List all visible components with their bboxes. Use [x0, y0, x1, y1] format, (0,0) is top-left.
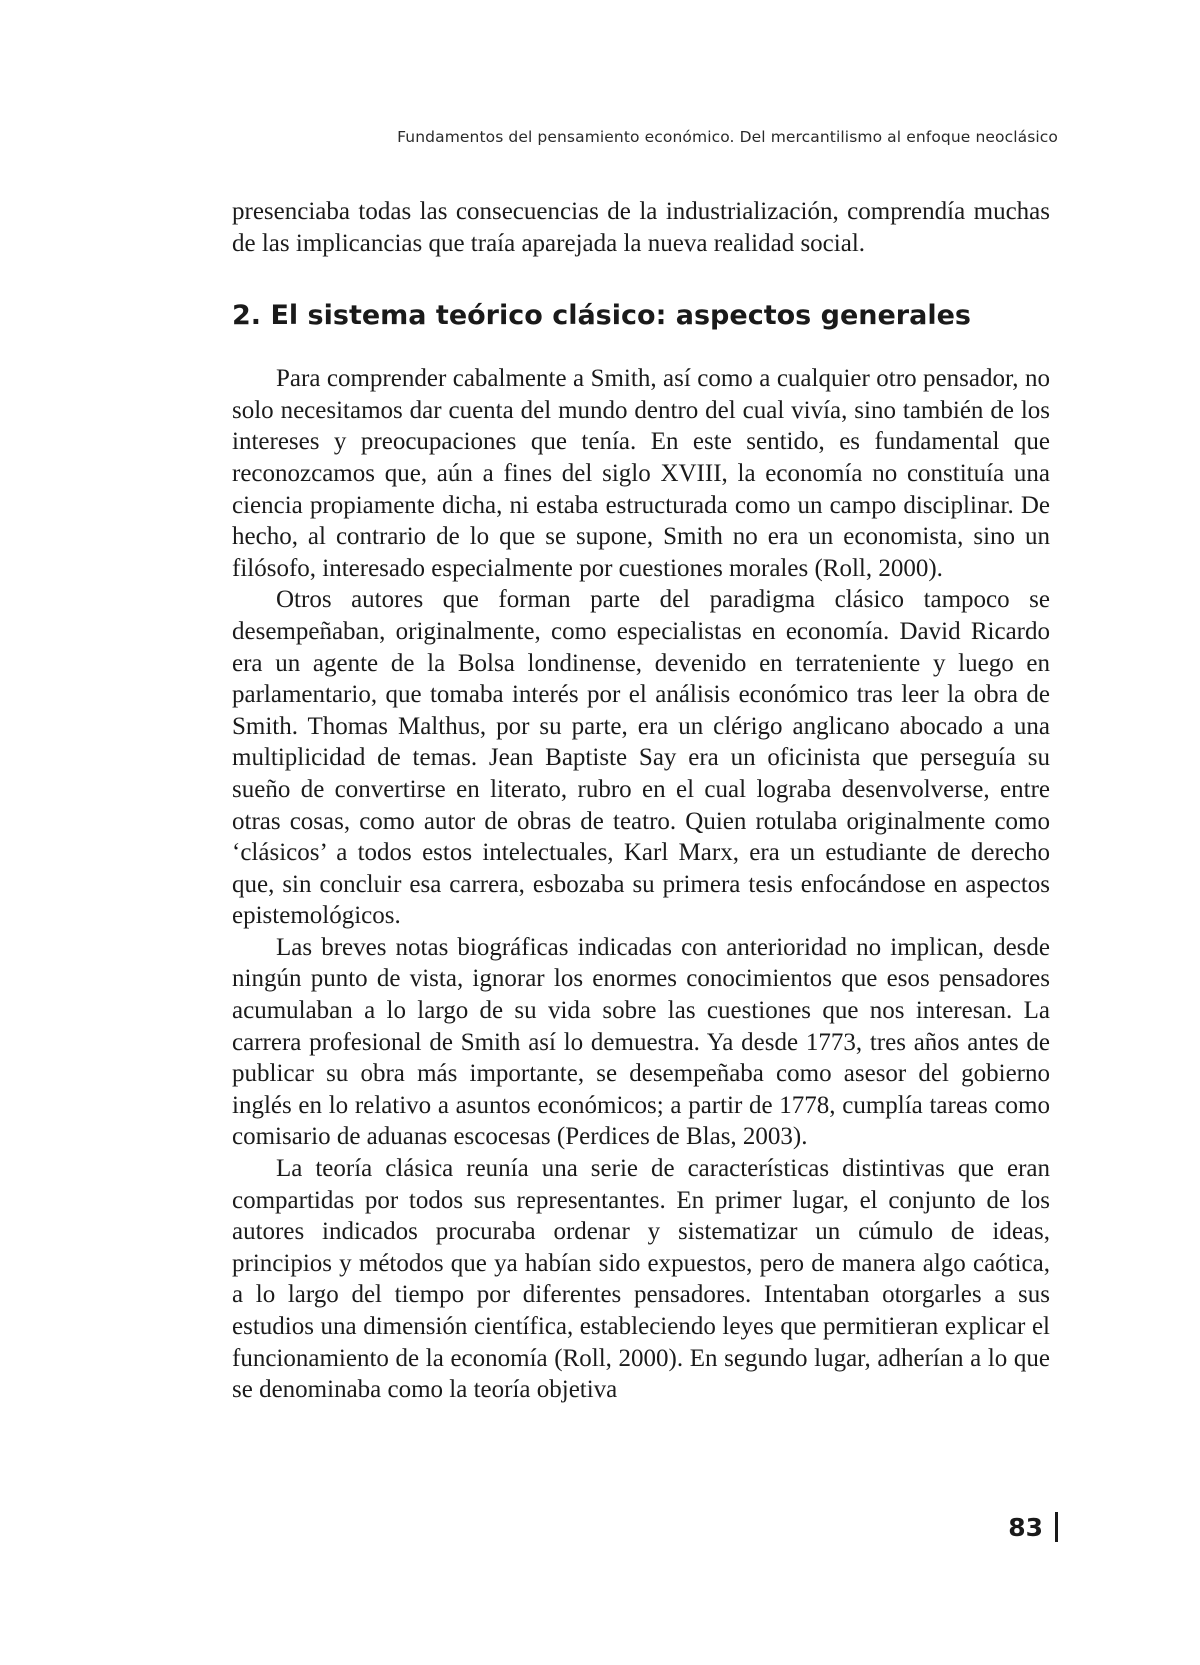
page-body	[232, 196, 1050, 1406]
section-heading: 2. El sistema teórico clásico: aspectos generales	[232, 300, 971, 332]
intro-paragraph: presenciaba todas las consecuencias de la industrialización, comprendía muchas de las implicancias que traía aparejada la nueva realidad social.	[232, 198, 1050, 257]
body-paragraph-2: Otros autores que forman parte del paradigma clásico tampoco se desempeñaban, originalmente, como especialistas en economía. David Ricardo era un agente de la Bolsa londinense, devenido en terrateniente y luego en parlamentario, que tomaba interés por el análisis económico tras leer la obra de Smith. Thomas Malthus, por su parte, era un clérigo anglicano abocado a una multiplicidad de temas. Jean Baptiste Say era un oficinista que perseguía su sueño de convertirse en literato, rubro en el cual lograba desenvolverse, entre otras cosas, como autor de obras de teatro. Quien rotulaba originalmente como ‘clásicos’ a todos estos intelectuales, Karl Marx, era un estudiante de derecho que, sin concluir esa carrera, esbozaba su primera tesis enfocándose en aspectos epistemológicos.	[232, 586, 1050, 930]
page-number: 83	[1008, 1512, 1043, 1542]
page-number-rule	[1055, 1512, 1058, 1542]
body-paragraph-1: Para comprender cabalmente a Smith, así como a cualquier otro pensador, no solo necesitamos dar cuenta del mundo dentro del cual vivía, sino también de los intereses y preocupaciones que tenía. En este sentido, es fundamental que reconozcamos que, aún a fines del siglo XVIII, la economía no constituía una ciencia propiamente dicha, ni estaba estructurada como un campo disciplinar. De hecho, al contrario de lo que se supone, Smith no era un economista, sino un filósofo, interesado especialmente por cuestiones morales (Roll, 2000).	[232, 365, 1050, 582]
running-header: Fundamentos del pensamiento económico. Del mercantilismo al enfoque neoclásico	[397, 128, 1058, 146]
body-paragraph-3: Las breves notas biográficas indicadas con anterioridad no implican, desde ningún punto de vista, ignorar los enormes conocimientos que esos pensadores acumulaban a lo largo de su vida sobre las cuestiones que nos interesan. La carrera profesional de Smith así lo demuestra. Ya desde 1773, tres años antes de publicar su obra más importante, se desempeñaba como asesor del gobierno inglés en lo relativo a asuntos económicos; a partir de 1778, cumplía tareas como comisario de aduanas escocesas (Perdices de Blas, 2003).	[232, 933, 1050, 1151]
body-paragraph-4: La teoría clásica reunía una serie de características distintivas que eran compartidas por todos sus representantes. En primer lugar, el conjunto de los autores indicados procuraba ordenar y sistematizar un cúmulo de ideas, principios y métodos que ya habían sido expuestos, pero de manera algo caótica, a lo largo del tiempo por diferentes pensadores. Intentaban otorgarles a sus estudios una dimensión científica, estableciendo leyes que permitieran explicar el funcionamiento de la economía (Roll, 2000). En segundo lugar, adherían a lo que se denominaba como la teoría objetiva	[232, 1155, 1050, 1404]
page-footer	[1008, 1512, 1058, 1542]
